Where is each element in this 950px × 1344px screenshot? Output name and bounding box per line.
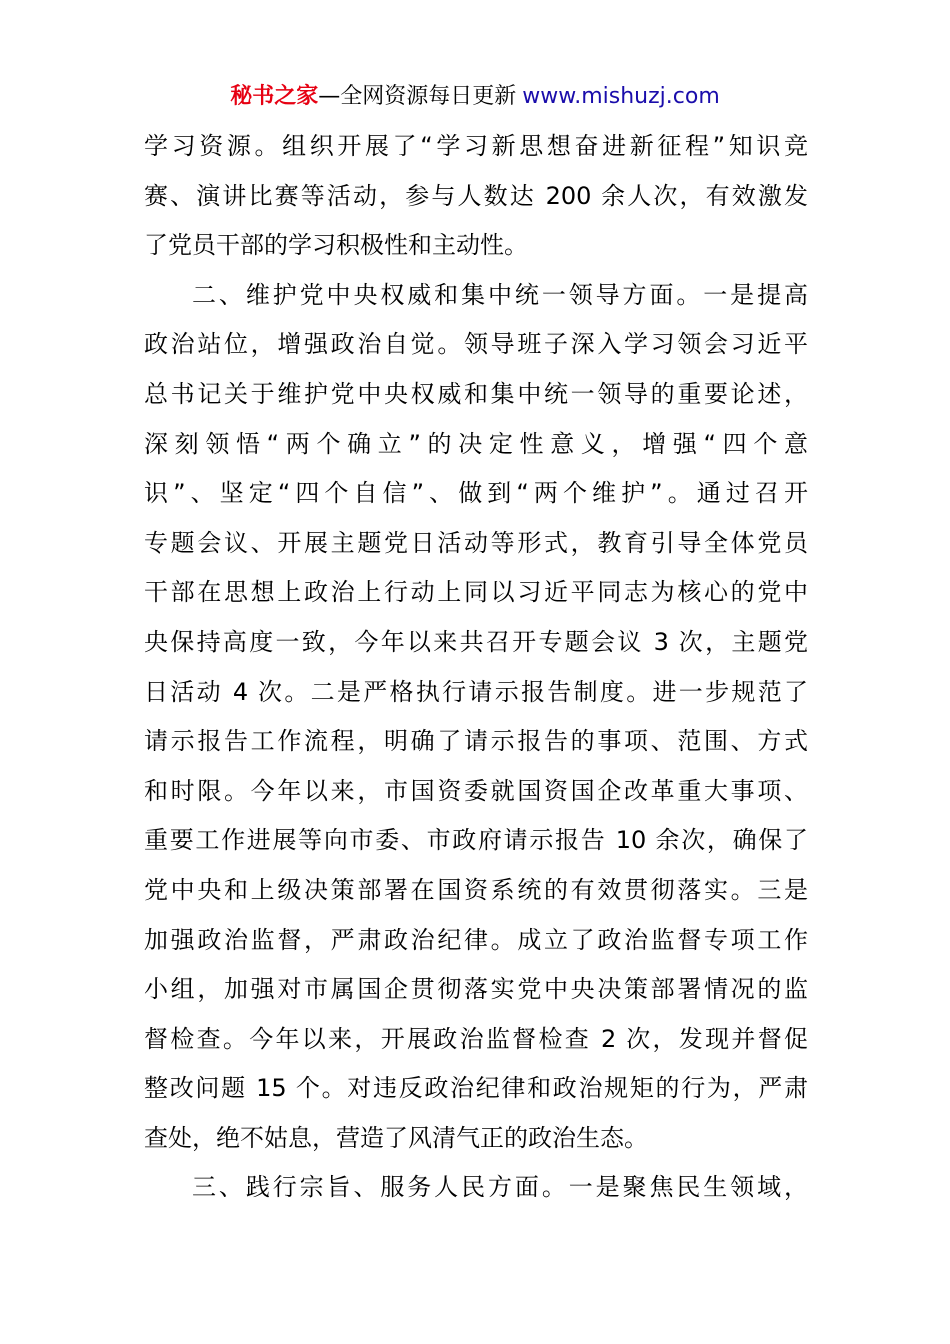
text-line: 重要工作进展等向市委、市政府请示报告 10 余次，确保了 — [144, 826, 808, 855]
text-line: 总书记关于维护党中央权威和集中统一领导的重要论述， — [144, 379, 808, 408]
text-line: 深刻领悟“两个确立”的决定性意义，增强“四个意 — [144, 429, 808, 458]
site-tagline: —全网资源每日更新 — [318, 84, 517, 109]
site-url-link[interactable]: www.mishuzj.com — [522, 84, 720, 109]
text-line: 小组，加强对市属国企贯彻落实党中央决策部署情况的监 — [144, 975, 808, 1004]
text-line: 赛、演讲比赛等活动，参与人数达 200 余人次，有效激发 — [144, 181, 808, 210]
text-line: 了党员干部的学习积极性和主动性。 — [144, 231, 528, 260]
text-line: 整改问题 15 个。对违反政治纪律和政治规矩的行为，严肃 — [144, 1074, 808, 1103]
text-line: 政治站位，增强政治自觉。领导班子深入学习领会习近平 — [144, 330, 808, 359]
text-line: 干部在思想上政治上行动上同以习近平同志为核心的党中 — [144, 578, 808, 607]
site-header — [0, 80, 950, 114]
text-line: 党中央和上级决策部署在国资系统的有效贯彻落实。三是 — [144, 875, 808, 904]
document-body — [144, 122, 808, 1213]
text-line: 学习资源。组织开展了“学习新思想奋进新征程”知识竞 — [144, 132, 808, 160]
text-line: 央保持高度一致，今年以来共召开专题会议 3 次，主题党 — [144, 627, 808, 656]
text-line: 请示报告工作流程，明确了请示报告的事项、范围、方式 — [144, 727, 808, 756]
text-line: 加强政治监督，严肃政治纪律。成立了政治监督专项工作 — [144, 925, 808, 954]
text-line: 和时限。今年以来，市国资委就国资国企改革重大事项、 — [144, 776, 808, 805]
site-brand: 秘书之家 — [230, 84, 319, 109]
text-line: 督检查。今年以来，开展政治监督检查 2 次，发现并督促 — [144, 1024, 808, 1053]
text-line: 识”、坚定“四个自信”、做到“两个维护”。通过召开 — [144, 479, 808, 508]
text-line: 查处，绝不姑息，营造了风清气正的政治生态。 — [144, 1123, 648, 1152]
text-line: 三、践行宗旨、服务人民方面。一是聚焦民生领域， — [192, 1173, 808, 1202]
text-line: 专题会议、开展主题党日活动等形式，教育引导全体党员 — [144, 528, 808, 557]
text-line: 二、维护党中央权威和集中统一领导方面。一是提高 — [192, 280, 808, 309]
text-line: 日活动 4 次。二是严格执行请示报告制度。进一步规范了 — [144, 677, 808, 706]
